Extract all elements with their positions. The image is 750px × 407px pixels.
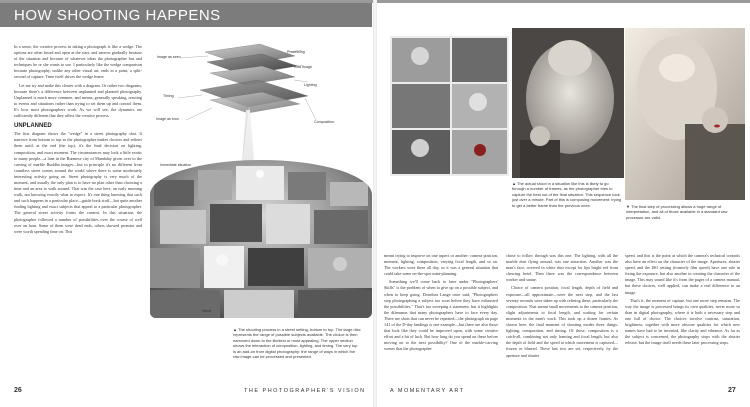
photo-caption-processing: ▼ The final step of processing allows a huge range of interpretation, and all of those available in a standard raw processor are valid.	[626, 204, 728, 220]
section-subhead: UNPLANNED	[14, 123, 52, 130]
diagram-label-timing: Timing	[163, 94, 174, 98]
photo-processed-final	[625, 28, 745, 200]
sequence-frames-graphic	[390, 36, 509, 176]
diagram-label-image-as-shot: Image as shot	[156, 117, 179, 121]
left-text-column	[14, 44, 142, 382]
body-paragraph: Choice of camera position, focal length, depth of field and exposure—all approximate—were the next step, and the last seventy seconds were taken up with refining these, particularly the composition. That meant small movements to the camera position, slight adjustments to focal length, and waiting for certain moments in the man's work. This took up a dozen frames. As shown here, the final moment of shooting modes three things: lighting, composition, and timing. Of these, composition is a catch-all, combining not only framing and focal length, but also the depth of field and the speed at which movement is captured—frozen or blurred. These last two are set, respectively, by the aperture and shutter	[506, 285, 618, 358]
diagram-label-intent: Intent	[202, 309, 211, 313]
right-text-column-2	[506, 253, 618, 383]
body-paragraph: speed, and this is the point at which the camera's technical controls also have an effect on the character of the image. Apertures, shutter speed, and the ISO setting (formerly film speed) have one role in fixing the exposure, but also another in creating the character of the image. This may sound like it's from the pages of a camera manual, but these choices, well applied, can make a real difference to an image.	[625, 253, 740, 295]
diagram-label-processing: Processing	[287, 50, 305, 54]
right-text-column-3	[625, 253, 740, 383]
body-paragraph: Let me try and make this clearer with a diagram. Or rather two diagrams, because there's a difference between unplanned and planned photography. Unplanned is much more common, and means, generally speaking, reacting to events and situations rather than trying to set them up and control them. It's how most photographers work. As we will see, the dynamics are sufficiently different that they affect the creative process.	[14, 82, 142, 119]
diagram-label-image-as-seen: Image as seen	[157, 55, 181, 59]
wedge-diagram	[150, 38, 372, 166]
left-figure-caption: ▲ The shooting process in a street setting, bottom to top. The large disc represents the range of possible subjects available. The choice is then narrowed down to the likeliest or most appealing. The upper section shows the interaction of composition, lighting, and timing. The very top is an add-on from digital photography: the range of ways in which the raw image can be processed and presented.	[233, 327, 361, 360]
page-number-right: 27	[728, 387, 736, 394]
diagram-label-immediate-situation: Immediate situation	[160, 163, 192, 167]
right-text-column-1	[384, 253, 498, 383]
diagram-label-composition: Composition	[314, 120, 334, 124]
page-number-left: 26	[14, 387, 22, 394]
running-footer-left: THE PHOTOGRAPHER'S VISION	[244, 388, 366, 394]
body-paragraph: In a sense, the creative process in taking a photograph is like a wedge. The options are often broad and open at the start, and narrow gradually because of the situation and because of whatever ideas the photographer has and techniques he or she wants to use. I particularly like the wedge comparison because photography, unlike any other visual art, ends in a point, a split-second of capture. Time itself drives the wedge home.	[14, 44, 142, 80]
body-paragraph: meant trying to improve on one aspect or another: camera position, moment, lighting, composition, varying focal length, and so on. The workers were there all day, so it was a general situation that could take some on-the-spot mini-planning.	[384, 253, 498, 277]
book-gutter	[373, 0, 377, 407]
processed-final-graphic	[625, 28, 745, 200]
body-paragraph: Something we'll come back to later under "Photographers' Skills" is the problem of when to give up on a possible subject, and when to keep going. Dorothea Lange once said, "Photographers stop photographing a subject too soon before they have exhausted the possibilities." That's too sweeping a statement, but it highlights the dilemmas that many photographers have to face every day. There are shots that can never be repeated—the photograph on page 141 of the D-day landings is one example—but there are also those that look like they could be improved upon, with some creative effort and a bit of luck. But how long do you spend on these before moving on to the next possibility? One of the marble-carving scenes that the photographer	[384, 279, 498, 352]
photo-carver-statue-large	[512, 28, 624, 178]
body-paragraph: The first diagram shows the "wedge" in a street photography shot. It narrows from bottom to top as the photographer makes choices and refines them until, at the end (the top), it's the final decision on lighting, composition, and exact moment. The circumstances may look a little exotic to many people—a lane in the Burmese city of Mandalay given over to the carving of marble Buddha images—but in principle it's no different from countless street scenes around the world where there is some moderately interesting activity going on. Street photography is very much of the moment, and usually the only plan is to have no plan other than choosing a time and an area to walk around. That was the case here, an early morning walk, not knowing exactly what to expect. It's one thing knowing that such and such happens in a particular place—guide book stuff—but quite another finding lighting and exact subjects that appeal to a particular photographer. The general street activity forms the context. In this situation, the photographer followed a number of possibilities over the course of well over an hour. Some of them were dead ends, others showed promise and were worth spending time on. This	[14, 131, 142, 234]
photo-caption-sequence: ▲ The actual shoot in a situation like this is likely to go through a number of frames, as the photographer tries to capture the best out of the final situation. This sequence took just over a minute. Part of this is composing movement: trying to get a better frame than the previous ones.	[512, 181, 622, 208]
running-footer-right: A MOMENTARY ART	[390, 388, 465, 394]
street-scene-collage	[150, 160, 372, 318]
photo-sequence-strip	[390, 36, 509, 176]
diagram-label-raw-image: Raw image	[294, 65, 312, 69]
wedge-diagram-graphic	[150, 38, 372, 166]
carver-statue-graphic	[512, 28, 624, 178]
diagram-label-lighting: Lighting	[304, 83, 317, 87]
body-paragraph: That's it, the moment of capture, but one more step remains. The way the image is processed brings its own qualities, never more so than in digital photography, where it is both a necessary step and one full of choice. The choices involve contrast, saturation, brightness, together with more obscure qualities for which new names have had to be invented, like clarity and vibrance. As far as the subject is concerned, the photography stops with the shutter release, but the image itself needs these later processing steps.	[625, 297, 740, 346]
body-paragraph: chose to follow through was this one. The lighting, with all the marble dust flying around, was one attraction. Another was the man's face, covered in white dust except for lips bright red from chewing betel. Then there was the correspondence between worker and statue.	[506, 253, 618, 283]
title-bar	[0, 3, 372, 27]
collage-graphic	[150, 160, 372, 318]
page-title: HOW SHOOTING HAPPENS	[14, 7, 221, 24]
